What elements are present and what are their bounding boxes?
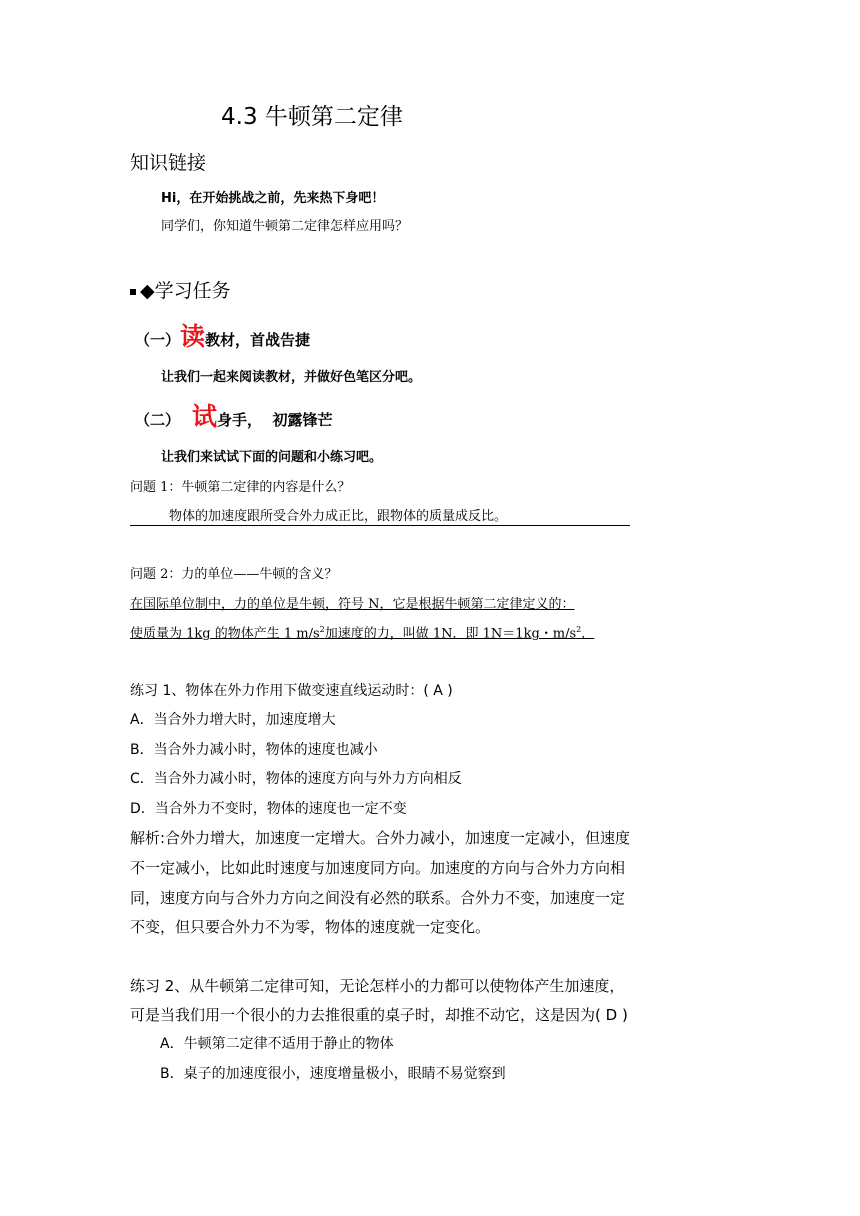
page-title: 4.3 牛顿第二定律	[221, 104, 403, 130]
q2-answer-line1: 在国际单位制中，力的单位是牛顿，符号 N，它是根据牛顿第二定律定义的：	[130, 597, 575, 612]
section1-title: 教材，首战告捷	[205, 331, 311, 349]
ex1-analysis-line: 不变，但只要合外力不为零，物体的速度就一定变化。	[130, 918, 491, 936]
ex2-option-b: B．桌子的加速度很小，速度增量极小，眼睛不易觉察到	[160, 1066, 506, 1082]
tasks-heading-text: ◆学习任务	[140, 280, 231, 302]
q1-question: 问题 1：牛顿第二定律的内容是什么？	[130, 480, 351, 495]
section2-prefix: （二）	[135, 411, 181, 429]
section2-instruction: 让我们来试试下面的问题和小练习吧。	[161, 450, 383, 465]
section2-heading	[135, 402, 332, 432]
section1-big-char: 读	[180, 322, 206, 351]
q1-answer-underline	[130, 525, 630, 526]
q2-question: 问题 2：力的单位——牛顿的含义？	[130, 567, 338, 582]
q2-answer-part-c: ．	[581, 626, 595, 642]
section1-prefix: （一）	[135, 331, 181, 349]
ex1-option-b: B．当合外力减小时，物体的速度也减小	[130, 742, 378, 758]
greeting-text: Hi，在开始挑战之前，先来热下身吧！	[161, 191, 385, 206]
knowledge-question: 同学们，你知道牛顿第二定律怎样应用吗？	[161, 219, 409, 234]
ex2-stem-line1: 练习 2、从牛顿第二定律可知，无论怎样小的力都可以使物体产生加速度，	[130, 977, 625, 995]
q2-answer-part-a: 使质量为 1kg 的物体产生 1 m/s	[130, 626, 320, 642]
section1-heading	[135, 322, 310, 352]
ex2-stem-line2: 可是当我们用一个很小的力去推很重的桌子时，却推不动它，这是因为( D )	[130, 1006, 628, 1024]
ex1-stem: 练习 1、物体在外力作用下做变速直线运动时：( A )	[130, 683, 453, 699]
tasks-heading	[130, 280, 231, 303]
q1-answer: 物体的加速度跟所受合外力成正比，跟物体的质量成反比。	[169, 509, 508, 524]
q2-answer-line2	[130, 625, 604, 642]
knowledge-heading: 知识链接	[130, 152, 207, 174]
ex1-analysis-line: 同，速度方向与合外力方向之间没有必然的联系。合外力不变，加速度一定	[130, 889, 626, 907]
section2-title: 身手， 初露锋芒	[217, 411, 333, 429]
ex1-analysis-line: 不一定减小，比如此时速度与加速度同方向。加速度的方向与合外力方向相	[130, 859, 626, 877]
section1-instruction: 让我们一起来阅读教材，并做好色笔区分吧。	[161, 370, 422, 385]
bullet-square-icon	[130, 289, 136, 295]
section2-big-char: 试	[192, 402, 218, 431]
ex2-option-a: A．牛顿第二定律不适用于静止的物体	[160, 1036, 394, 1052]
ex1-option-d: D．当合外力不变时，物体的速度也一定不变	[130, 801, 407, 817]
ex1-analysis-line: 解析:合外力增大，加速度一定增大。合外力减小，加速度一定减小，但速度	[130, 829, 631, 847]
ex1-option-c: C．当合外力减小时，物体的速度方向与外力方向相反	[130, 771, 462, 787]
q2-answer-part-b: 加速度的力，叫做 1N．即 1N＝1kg・m/s	[324, 626, 577, 642]
q2-exponent-1: 2	[319, 625, 325, 634]
ex1-option-a: A．当合外力增大时，加速度增大	[130, 712, 336, 728]
q2-exponent-2: 2	[576, 625, 582, 634]
